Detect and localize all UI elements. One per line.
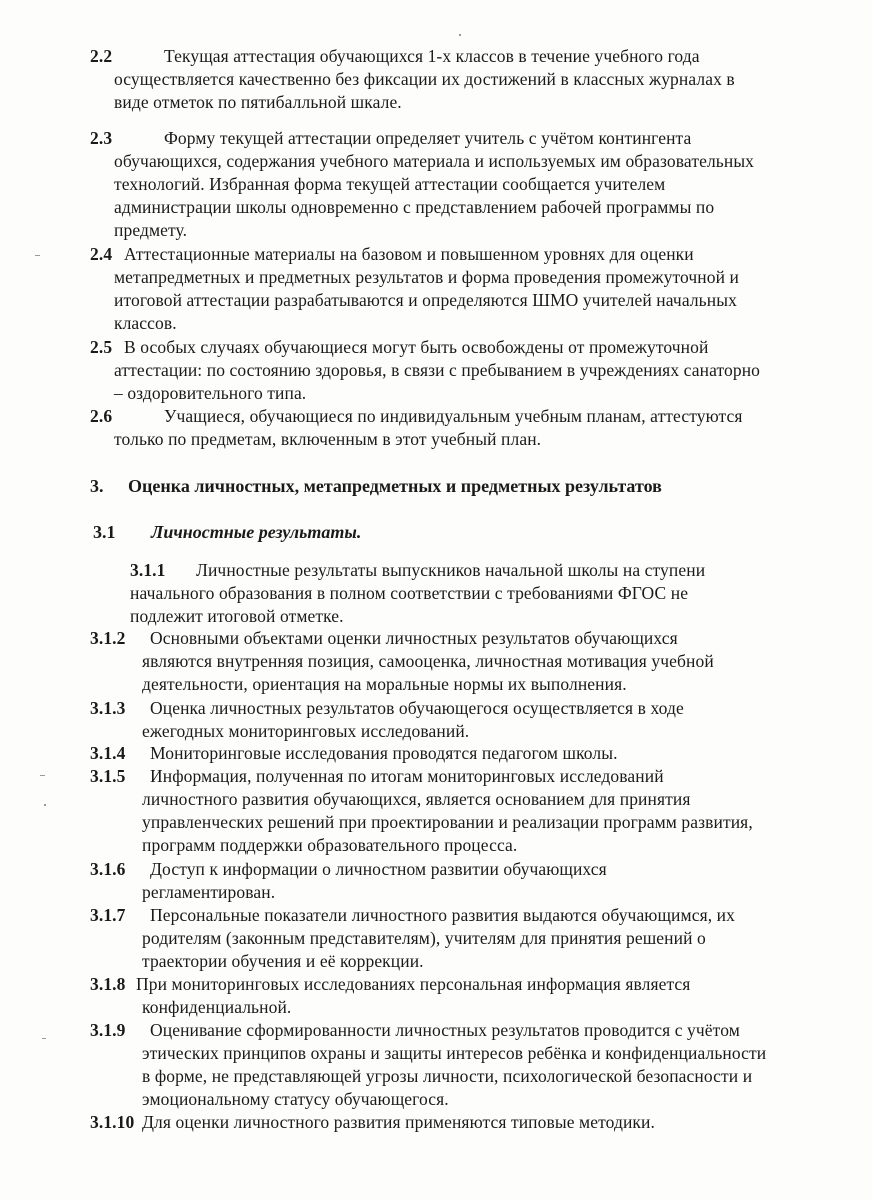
paragraph-3-1-2: 3.1.2 Основными объектами оценки личностных результатов обучающихся являются внутренняя позиция, самооценка, личностная мотивация учебной деятельности, ориентация на моральные нормы их выполнения. xyxy=(90,628,714,694)
paragraph-3-1-7: 3.1.7 Персональные показатели личностного развития выдаются обучающимся, их родителям (законным представителям), учителям для принятия решений о траектории обучения и её коррекции. xyxy=(90,905,735,971)
section-3-heading: 3. Оценка личностных, метапредметных и предметных результатов xyxy=(90,476,662,496)
paragraph-2-6: 2.6 Учащиеся, обучающиеся по индивидуальным учебным планам, аттестуются только по предметам, включенным в этот учебный план. xyxy=(90,406,743,449)
paragraph-3-1-8: 3.1.8 При мониторинговых исследованиях персональная информация является конфиденциальной. xyxy=(90,974,691,1017)
paragraph-3-1-3: 3.1.3 Оценка личностных результатов обучающегося осуществляется в ходе ежегодных мониторинговых исследований. xyxy=(90,698,684,741)
paragraph-2-3: 2.3 Форму текущей аттестации определяет учитель с учётом контингента обучающихся, содержания учебного материала и используемых им образовательных технологий. Избранная форма текущей аттестации сообщается учителем администрации школы одновременно с представлением рабочей программы по предмету. xyxy=(90,128,755,240)
item-number: 2.2 xyxy=(90,46,113,66)
subsection-3-1-heading: 3.1 Личностные результаты. xyxy=(93,522,362,542)
paragraph-2-2: 2.2 Текущая аттестация обучающихся 1-х классов в течение учебного года осуществляется качественно без фиксации их достижений в классных журналах в виде отметок по пятибалльной шкале. xyxy=(90,46,735,112)
scan-speck xyxy=(42,1038,46,1039)
paragraph-3-1-1: 3.1.1 Личностные результаты выпускников начальной школы на ступени начального образования в полном соответствии с требованиями ФГОС не подлежит итоговой отметке. xyxy=(130,560,706,626)
paragraph-3-1-4: 3.1.4 Мониторинговые исследования проводятся педагогом школы. xyxy=(90,743,618,763)
paragraph-3-1-9: 3.1.9 Оценивание сформированности личностных результатов проводится с учётом этических принципов охраны и защиты интересов ребёнка и конфиденциальности в форме, не представляющей угрозы личности, психологической безопасности и эмоциональному статусу обучающегося. xyxy=(90,1020,767,1109)
scan-speck xyxy=(35,255,40,256)
scan-speck xyxy=(459,34,461,36)
paragraph-3-1-5: 3.1.5 Информация, полученная по итогам мониторинговых исследований личностного развития обучающихся, является основанием для принятия управленческих решений при проектировании и реализации программ развития, программ поддержки образовательного процесса. xyxy=(90,766,753,855)
scan-speck xyxy=(40,775,45,776)
paragraph-3-1-10: 3.1.10 Для оценки личностного развития применяются типовые методики. xyxy=(90,1112,655,1132)
scan-speck xyxy=(44,804,46,806)
paragraph-3-1-6: 3.1.6 Доступ к информации о личностном развитии обучающихся регламентирован. xyxy=(90,859,607,902)
paragraph-2-4: 2.4 Аттестационные материалы на базовом и повышенном уровнях для оценки метапредметных и предметных результатов и форма проведения промежуточной и итоговой аттестации разрабатываются и определяются ШМО учителей начальных классов. xyxy=(90,244,740,333)
paragraph-2-5: 2.5 В особых случаях обучающиеся могут быть освобождены от промежуточной аттестации: по состоянию здоровья, в связи с пребыванием в учреждениях санаторно – оздоровительного типа. xyxy=(90,337,761,403)
